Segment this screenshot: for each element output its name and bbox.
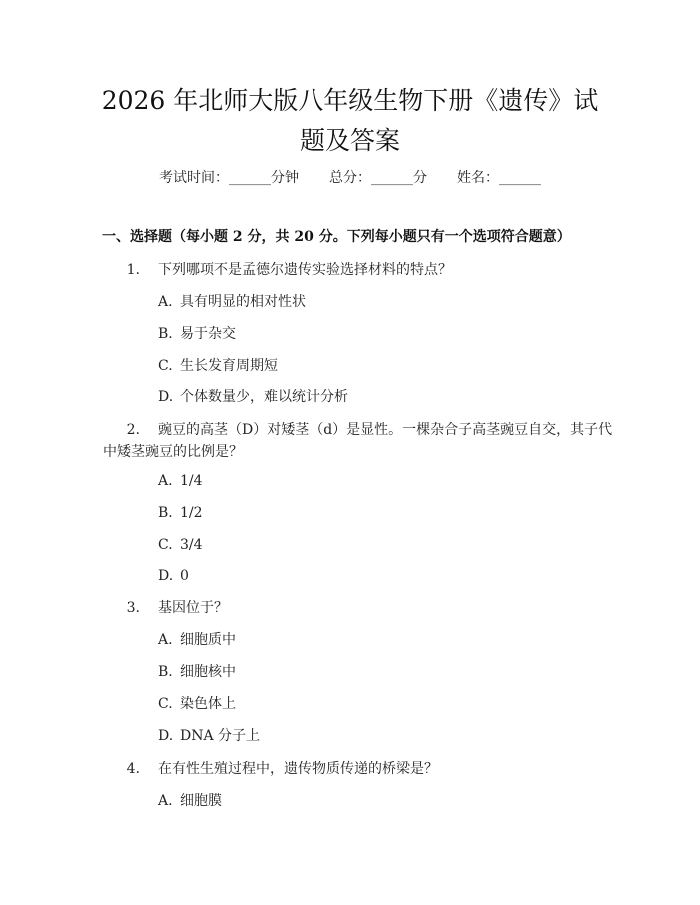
option-item: [158, 535, 203, 555]
total-score-field: 总分：______分: [329, 170, 427, 186]
option-letter: B.: [158, 505, 173, 521]
option-letter: C.: [158, 537, 173, 553]
option-text: 1/4: [180, 473, 203, 489]
option-item: [158, 791, 222, 811]
option-text: 细胞膜: [180, 793, 222, 809]
option-text: 1/2: [180, 505, 203, 521]
option-item: [158, 566, 189, 586]
option-item: [158, 471, 203, 491]
option-letter: A.: [158, 473, 173, 489]
option-text: 易于杂交: [180, 326, 236, 342]
option-letter: C.: [158, 358, 173, 374]
option-item: [158, 694, 236, 714]
question-text: 基因位于？: [158, 600, 228, 616]
option-item: [158, 726, 260, 746]
option-item: [158, 662, 236, 682]
question-text-line-2: 中矮茎豌豆的比例是？: [103, 444, 243, 460]
option-item: [158, 292, 306, 312]
exam-info-line: [0, 168, 700, 188]
option-item: [158, 503, 203, 523]
question-number: 2.: [126, 422, 140, 438]
option-text: 0: [180, 568, 189, 584]
option-text: DNA 分子上: [180, 728, 261, 744]
question-number: 1.: [126, 262, 140, 278]
option-letter: B.: [158, 326, 173, 342]
exam-time-field: 考试时间：______分钟: [159, 170, 299, 186]
option-letter: D.: [158, 568, 174, 584]
option-text: 生长发育周期短: [180, 358, 278, 374]
option-letter: D.: [158, 728, 174, 744]
student-name-field: 姓名：______: [457, 170, 541, 186]
option-letter: A.: [158, 793, 173, 809]
question-text-line-1: 豌豆的高茎（D）对矮茎（d）是显性。一棵杂合子高茎豌豆自交，其子代: [158, 422, 613, 438]
document-title-line-2: 题及答案: [299, 126, 400, 155]
option-text: 3/4: [180, 537, 203, 553]
option-letter: B.: [158, 664, 173, 680]
option-item: [158, 356, 278, 376]
document-title-line-1: 2026 年北师大版八年级生物下册《遗传》试: [101, 86, 599, 115]
question-text: 下列哪项不是孟德尔遗传实验选择材料的特点？: [158, 262, 452, 278]
option-text: 个体数量少，难以统计分析: [180, 389, 348, 405]
option-text: 细胞质中: [180, 632, 236, 648]
question-number: 3.: [126, 600, 140, 616]
option-letter: C.: [158, 696, 173, 712]
option-item: [158, 387, 348, 407]
section-heading: 一、选择题（每小题 2 分，共 20 分。下列每小题只有一个选项符合题意）: [102, 229, 571, 245]
question-number: 4.: [126, 761, 140, 777]
option-letter: A.: [158, 294, 173, 310]
option-text: 染色体上: [180, 696, 236, 712]
option-text: 细胞核中: [180, 664, 236, 680]
option-letter: D.: [158, 389, 174, 405]
question-text: 在有性生殖过程中，遗传物质传递的桥梁是？: [158, 761, 438, 777]
option-text: 具有明显的相对性状: [180, 294, 306, 310]
option-letter: A.: [158, 632, 173, 648]
option-item: [158, 630, 236, 650]
option-item: [158, 324, 236, 344]
